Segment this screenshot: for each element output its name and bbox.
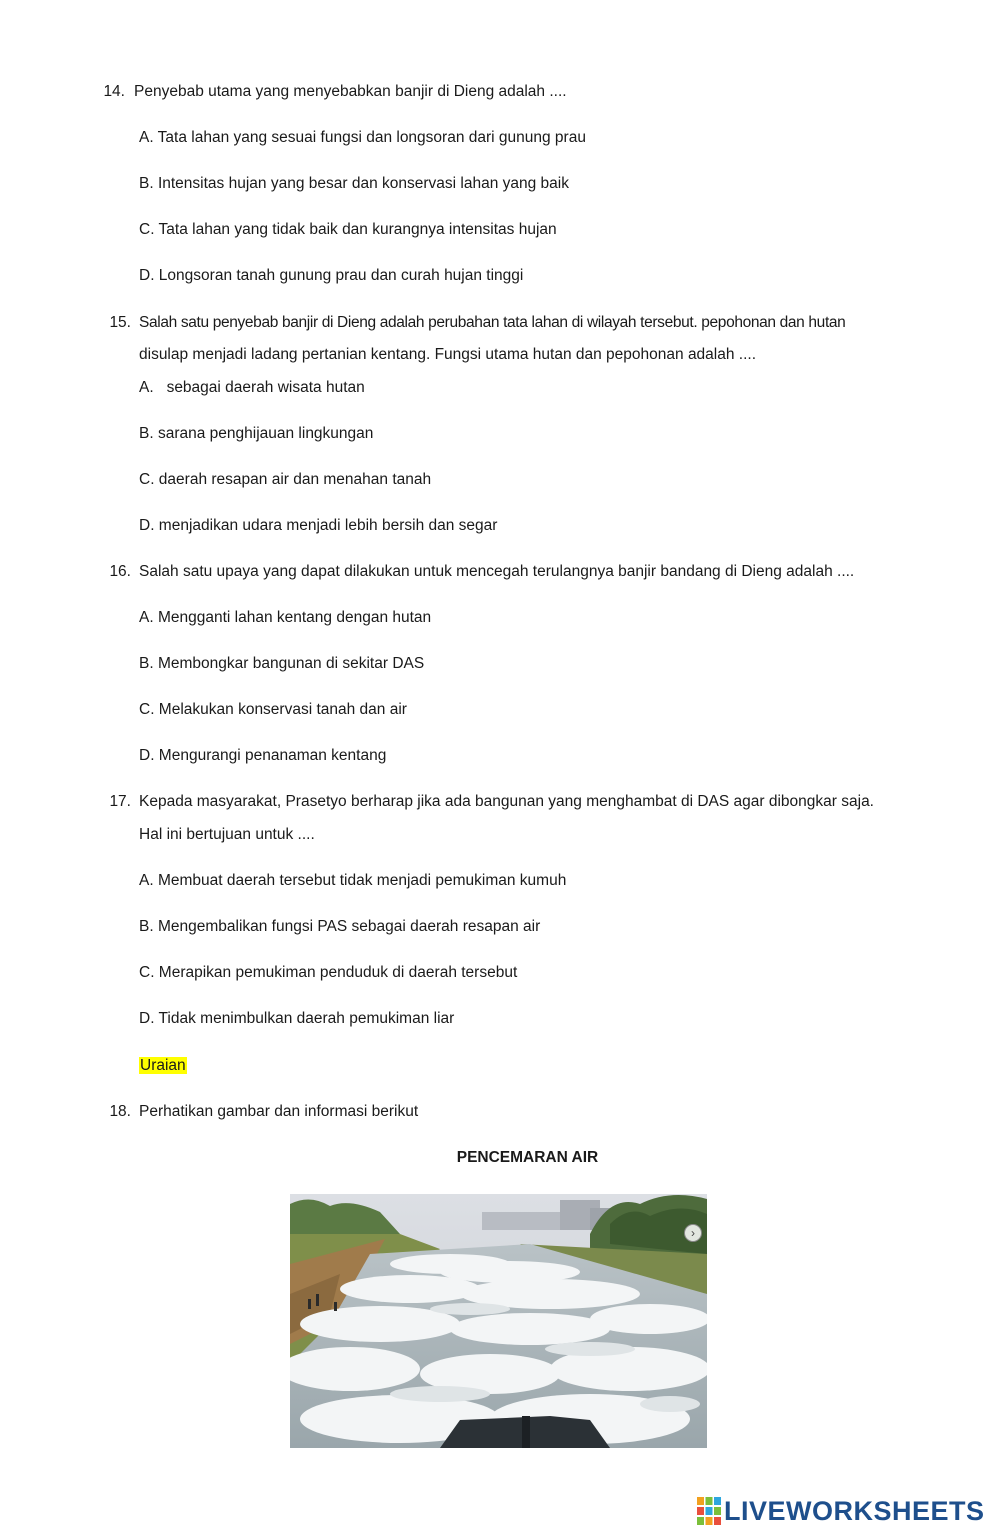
question-15-option-d[interactable]: D. menjadikan udara menjadi lebih bersih dan segar bbox=[139, 517, 498, 534]
question-14-number: 14. bbox=[103, 83, 125, 100]
question-17-option-a[interactable]: A. Membuat daerah tersebut tidak menjadi pemukiman kumuh bbox=[139, 872, 567, 889]
question-16-option-b[interactable]: B. Membongkar bangunan di sekitar DAS bbox=[139, 655, 425, 672]
question-15-number: 15. bbox=[109, 314, 131, 331]
question-16-option-d[interactable]: D. Mengurangi penanaman kentang bbox=[139, 747, 387, 764]
question-15-option-a[interactable]: A. sebagai daerah wisata hutan bbox=[139, 379, 365, 396]
liveworksheets-wordmark: LIVEWORKSHEETS bbox=[724, 1495, 985, 1526]
question-17-option-d[interactable]: D. Tidak menimbulkan daerah pemukiman liar bbox=[139, 1010, 455, 1027]
question-14-option-b[interactable]: B. Intensitas hujan yang besar dan konservasi lahan yang baik bbox=[139, 175, 569, 192]
question-16-option-a[interactable]: A. Mengganti lahan kentang dengan hutan bbox=[139, 609, 432, 626]
question-17-option-b[interactable]: B. Mengembalikan fungsi PAS sebagai daerah resapan air bbox=[139, 918, 541, 935]
liveworksheets-brand bbox=[697, 1494, 985, 1528]
question-14-option-c[interactable]: C. Tata lahan yang tidak baik dan kurangnya intensitas hujan bbox=[139, 221, 557, 238]
question-14-option-a[interactable]: A. Tata lahan yang sesuai fungsi dan longsoran dari gunung prau bbox=[139, 129, 586, 146]
question-16-number: 16. bbox=[109, 563, 131, 580]
question-18-number: 18. bbox=[109, 1103, 131, 1120]
question-16-stem: Salah satu upaya yang dapat dilakukan untuk mencegah terulangnya banjir bandang di Dieng adalah .... bbox=[139, 563, 855, 580]
question-15-stem-line-2: disulap menjadi ladang pertanian kentang. Fungsi utama hutan dan pepohonan adalah .... bbox=[139, 346, 757, 363]
question-14-option-d[interactable]: D. Longsoran tanah gunung prau dan curah hujan tinggi bbox=[139, 267, 524, 284]
question-18-stem: Perhatikan gambar dan informasi berikut bbox=[139, 1103, 419, 1120]
question-17-stem-line-2: Hal ini bertujuan untuk .... bbox=[139, 826, 315, 843]
question-14-stem: Penyebab utama yang menyebabkan banjir di Dieng adalah .... bbox=[134, 83, 567, 100]
question-15-option-c[interactable]: C. daerah resapan air dan menahan tanah bbox=[139, 471, 432, 488]
section-label-uraian bbox=[139, 1056, 187, 1076]
question-15-option-b[interactable]: B. sarana penghijauan lingkungan bbox=[139, 425, 374, 442]
section-label-text: Uraian bbox=[140, 1057, 186, 1074]
question-17-number: 17. bbox=[109, 793, 131, 810]
figure-title: PENCEMARAN AIR bbox=[456, 1149, 599, 1166]
question-16-option-c[interactable]: C. Melakukan konservasi tanah dan air bbox=[139, 701, 407, 718]
polluted-river-photo bbox=[290, 1194, 707, 1448]
question-17-stem-line-1: Kepada masyarakat, Prasetyo berharap jika ada bangunan yang menghambat di DAS agar dibongkar saja. bbox=[139, 793, 874, 810]
question-17-option-c[interactable]: C. Merapikan pemukiman penduduk di daerah tersebut bbox=[139, 964, 518, 981]
question-15-stem-line-1: Salah satu penyebab banjir di Dieng adalah perubahan tata lahan di wilayah tersebut. pepohonan dan hutan bbox=[139, 314, 846, 331]
liveworksheets-logo-icon bbox=[697, 1497, 721, 1525]
photo-next-button[interactable]: › bbox=[684, 1224, 702, 1242]
